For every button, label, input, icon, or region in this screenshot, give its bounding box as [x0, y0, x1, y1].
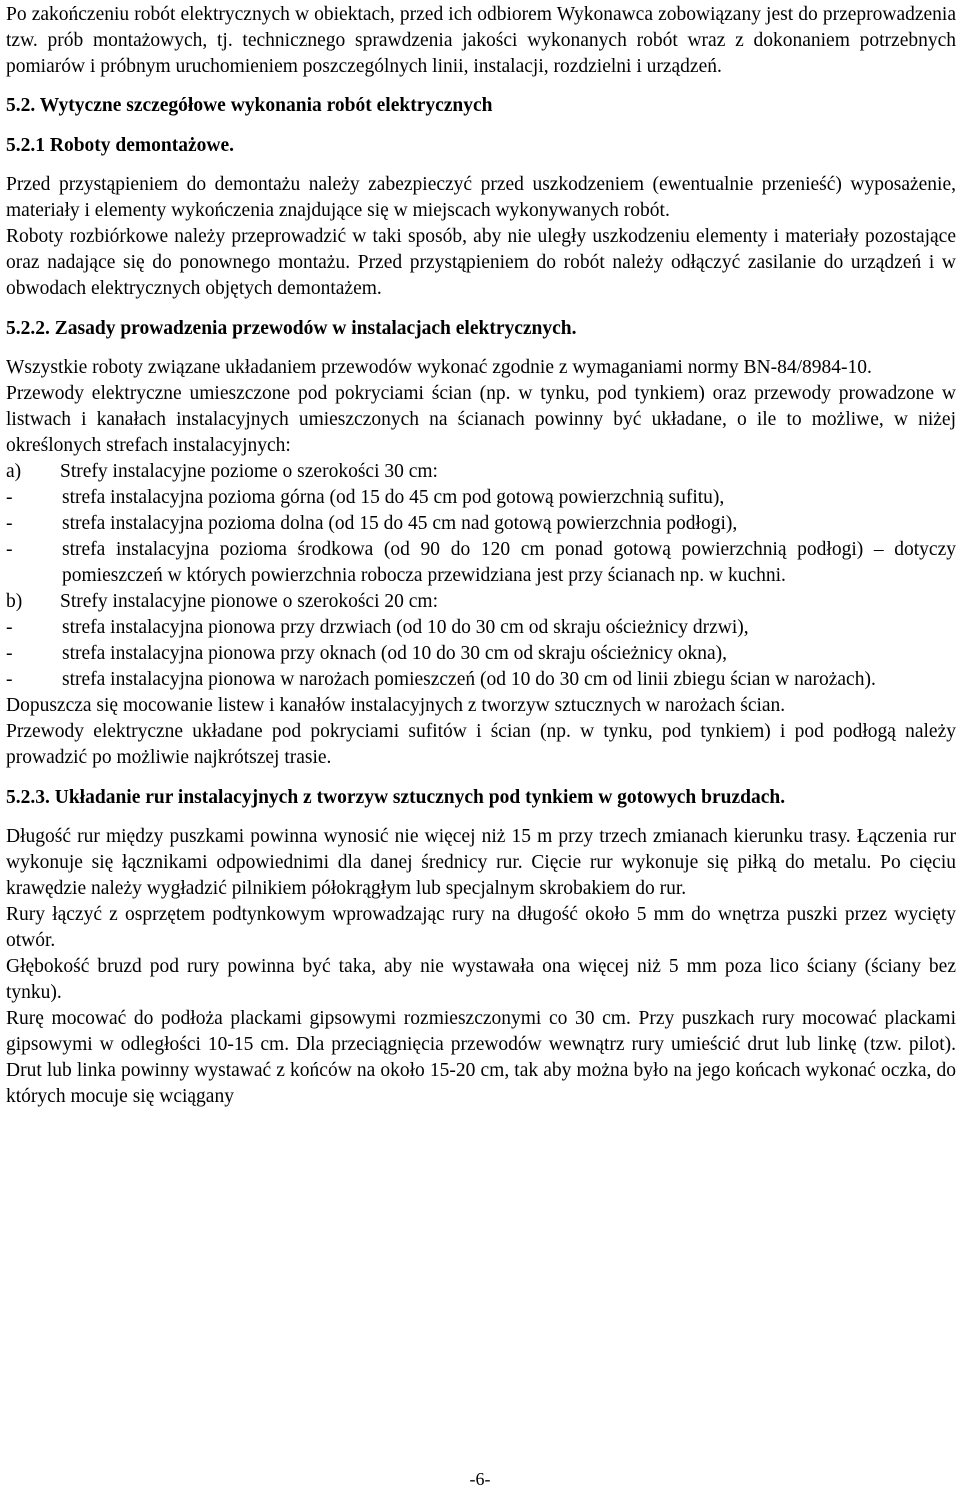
- section-5-2-1-paragraph: Przed przystąpieniem do demontażu należy zabezpieczyć przed uszkodzeniem (ewentualnie przenieść) wyposażenie, materiały i elementy wykończenia znajdujące się w miejscach wykonywanych robót.: [6, 174, 956, 221]
- section-5-2-heading: 5.2. Wytyczne szczegółowe wykonania robót elektrycznych: [6, 95, 493, 116]
- section-5-2-3-heading: 5.2.3. Układanie rur instalacyjnych z tworzyw sztucznych pod tynkiem w gotowych bruzdach.: [6, 787, 786, 808]
- list-b-label: Strefy instalacyjne pionowe o szerokości 20 cm:: [60, 591, 438, 612]
- list-item: [6, 667, 956, 693]
- list-item: [6, 511, 956, 537]
- section-5-2-2-heading: 5.2.2. Zasady prowadzenia przewodów w instalacjach elektrycznych.: [6, 318, 577, 339]
- section-5-2-2-paragraph: Wszystkie roboty związane układaniem przewodów wykonać zgodnie z wymaganiami normy BN-84/8984-10.: [6, 357, 872, 378]
- list-a-label: Strefy instalacyjne poziome o szerokości 30 cm:: [60, 461, 438, 482]
- section-5-2-2-paragraph: Przewody elektryczne układane pod pokryciami sufitów i ścian (np. w tynku, pod tynkiem) i pod podłogą należy prowadzić po możliwie najkrótszej trasie.: [6, 721, 956, 768]
- dash-marker: -: [6, 617, 13, 638]
- list-item: [6, 641, 956, 667]
- dash-marker: -: [6, 539, 13, 560]
- dash-marker: -: [6, 643, 13, 664]
- list-a-header: [6, 459, 956, 485]
- list-item: [6, 615, 956, 641]
- section-5-2-2-paragraph: Dopuszcza się mocowanie listew i kanałów instalacyjnych z tworzyw sztucznych w narożach ścian.: [6, 695, 786, 716]
- list-item-text: strefa instalacyjna pozioma górna (od 15 do 45 cm pod gotową powierzchnią sufitu),: [62, 487, 725, 508]
- section-5-2-1-paragraph: Roboty rozbiórkowe należy przeprowadzić w taki sposób, aby nie uległy uszkodzeniu elementy i materiały pozostające oraz nadające się do ponownego montażu. Przed przystąpieniem do robót należy odłączyć zasilanie do urządzeń i w obwodach elektrycznych objętych demontażem.: [6, 226, 956, 299]
- section-5-2-3-paragraph: Rury łączyć z osprzętem podtynkowym wprowadzając rury na długość około 5 mm do wnętrza puszki przez wycięty otwór.: [6, 904, 956, 951]
- dash-marker: -: [6, 669, 13, 690]
- list-item-text: strefa instalacyjna pionowa w narożach pomieszczeń (od 10 do 30 cm od linii zbiegu ścian w narożach).: [62, 669, 876, 690]
- list-b-header: [6, 589, 956, 615]
- dash-marker: -: [6, 513, 13, 534]
- dash-marker: -: [6, 487, 13, 508]
- list-item-text: strefa instalacyjna pozioma środkowa (od 90 do 120 cm ponad gotową powierzchnią podłogi) – dotyczy pomieszczeń w których powierzchnia robocza przewidziana jest przy ścianach np. w kuchni.: [62, 539, 956, 586]
- section-5-2-2-paragraph: Przewody elektryczne umieszczone pod pokryciami ścian (np. w tynku, pod tynkiem) oraz przewody prowadzone w listwach i kanałach instalacyjnych umieszczonych na ścianach powinny być układane, o ile to możliwe, w niżej określonych strefach instalacyjnych:: [6, 383, 956, 456]
- list-item-text: strefa instalacyjna pionowa przy oknach (od 10 do 30 cm od skraju ościeżnicy okna),: [62, 643, 727, 664]
- list-item: [6, 485, 956, 511]
- section-5-2-3-paragraph: Głębokość bruzd pod rury powinna być taka, aby nie wystawała ona więcej niż 5 mm poza lico ściany (ściany bez tynku).: [6, 956, 956, 1003]
- list-b-marker: b): [6, 591, 23, 612]
- list-item-text: strefa instalacyjna pozioma dolna (od 15 do 45 cm nad gotową powierzchnia podłogi),: [62, 513, 738, 534]
- intro-paragraph: Po zakończeniu robót elektrycznych w obiektach, przed ich odbiorem Wykonawca zobowiązany jest do przeprowadzenia tzw. prób montażowych, tj. technicznego sprawdzenia jakości wykonanych robót wraz z dokonaniem potrzebnych pomiarów i próbnym uruchomieniem poszczególnych linii, instalacji, rozdzielni i urządzeń.: [6, 4, 956, 77]
- document-page: [6, 2, 956, 1110]
- section-5-2-3-paragraph: Rurę mocować do podłoża plackami gipsowymi rozmieszczonymi co 30 cm. Przy puszkach rury mocować plackami gipsowymi w odległości 10-15 cm. Dla przeciągnięcia przewodów wewnątrz rury umieścić drut lub linkę (tzw. pilot). Drut lub linka powinny wystawać z końców na około 15-20 cm, tak aby można było na jego końcach wykonać oczka, do których mocuje się wciągany: [6, 1008, 956, 1107]
- section-5-2-1-heading: 5.2.1 Roboty demontażowe.: [6, 135, 235, 156]
- list-item-text: strefa instalacyjna pionowa przy drzwiach (od 10 do 30 cm od skraju ościeżnicy drzwi),: [62, 617, 749, 638]
- section-5-2-3-paragraph: Długość rur między puszkami powinna wynosić nie więcej niż 15 m przy trzech zmianach kierunku trasy. Łączenia rur wykonuje się łącznikami odpowiednimi dla danej średnicy rur. Cięcie rur wykonuje się piłką do metalu. Po cięciu krawędzie należy wygładzić pilnikiem półokrągłym lub specjalnym skrobakiem do rur.: [6, 826, 956, 899]
- list-a-marker: a): [6, 461, 22, 482]
- list-item: [6, 537, 956, 589]
- page-number: -6-: [469, 1469, 491, 1489]
